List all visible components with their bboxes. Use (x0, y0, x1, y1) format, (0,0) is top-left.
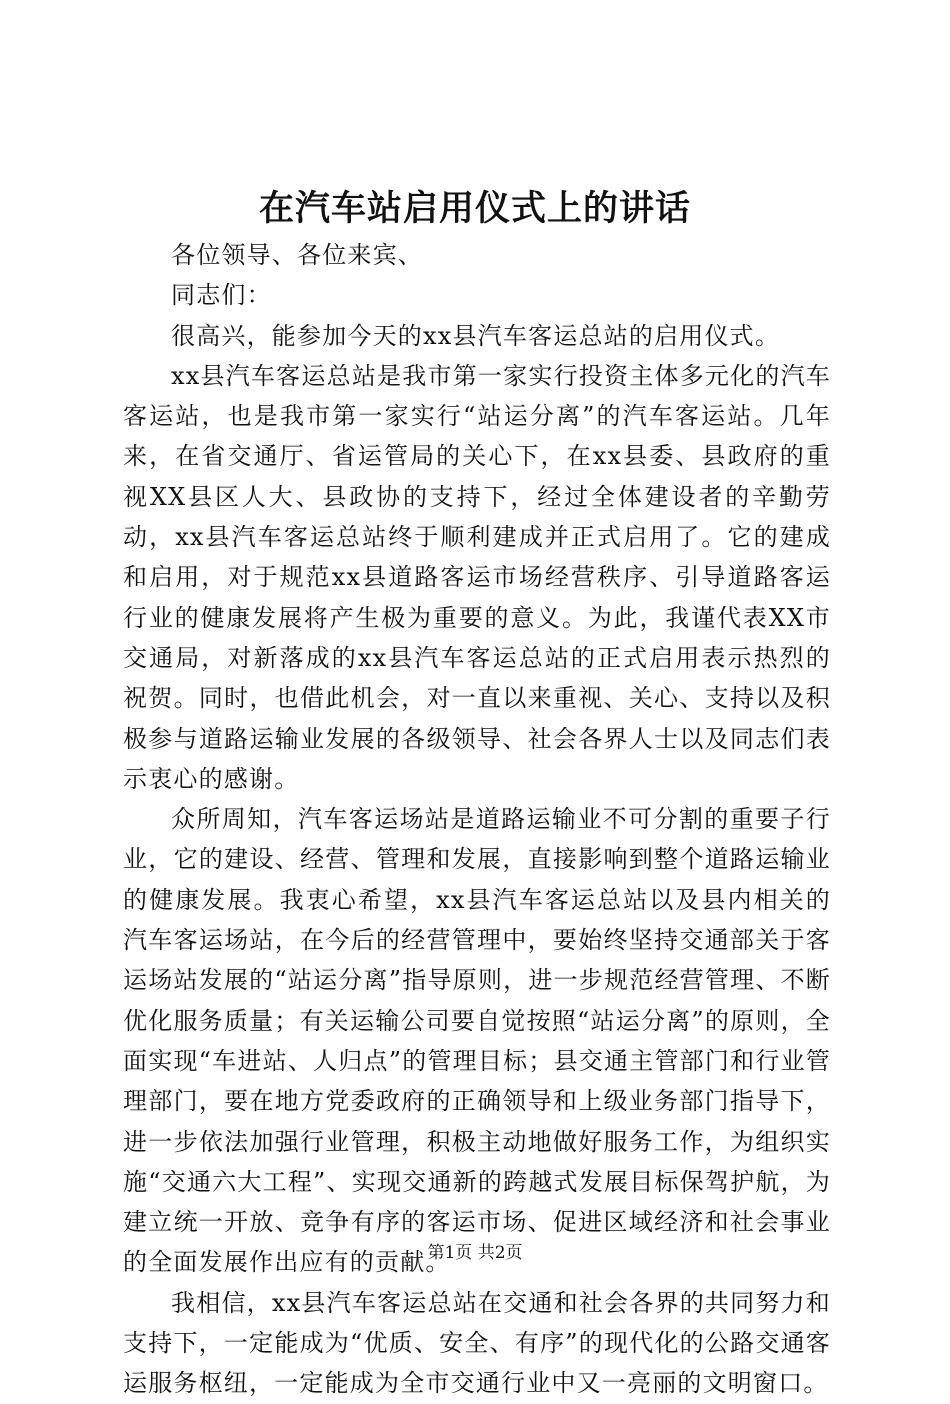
paragraph-2: xx县汽车客运总站是我市第一家实行投资主体多元化的汽车客运站，也是我市第一家实行“站运分离”的汽车客运站。几年来，在省交通厅、省运管局的关心下，在xx县委、县政府的重视XX县区人大、县政协的支持下，经过全体建设者的辛勤劳动，xx县汽车客运总站终于顺利建成并正式启用了。它的建成和启用，对于规范xx县道路客运市场经营秩序、引导道路客运行业的健康发展将产生极为重要的意义。为此，我谨代表XX市交通局，对新落成的xx县汽车客运总站的正式启用表示热烈的祝贺。同时，也借此机会，对一直以来重视、关心、支持以及积极参与道路运输业发展的各级领导、社会各界人士以及同志们表示衷心的感谢。 (123, 361, 831, 793)
paragraph-3: 众所周知，汽车客运场站是道路运输业不可分割的重要子行业，它的建设、经营、管理和发展，直接影响到整个道路运输业的健康发展。我衷心希望，xx县汽车客运总站以及县内相关的汽车客运场站，在今后的经营管理中，要始终坚持交通部关于客运场站发展的“站运分离”指导原则，进一步规范经营管理、不断优化服务质量；有关运输公司要自觉按照“站运分离”的原则，全面实现“车进站、人归点”的管理目标；县交通主管部门和行业管理部门，要在地方党委政府的正确领导和上级业务部门指导下，进一步依法加强行业管理，积极主动地做好服务工作，为组织实施“交通六大工程”、实现交通新的跨越式发展目标保驾护航，为建立统一开放、竞争有序的客运市场、促进区域经济和社会事业的全面发展作出应有的贡献。 (123, 805, 831, 1277)
page-footer: 第1页 共2页 (427, 1243, 523, 1263)
salutation-line-2: 同志们： (171, 281, 272, 310)
paragraph-4: 我相信，xx县汽车客运总站在交通和社会各界的共同努力和支持下，一定能成为“优质、安全、有序”的现代化的公路交通客运服务枢纽，一定能成为全市交通行业中又一亮丽的文明窗口。 (123, 1288, 831, 1398)
salutation-line-1: 各位领导、各位来宾、 (171, 241, 423, 269)
document-body (123, 235, 831, 1404)
paragraph-1: 很高兴，能参加今天的xx县汽车客运总站的启用仪式。 (171, 321, 781, 350)
document-title: 在汽车站启用仪式上的讲话 (258, 188, 691, 229)
